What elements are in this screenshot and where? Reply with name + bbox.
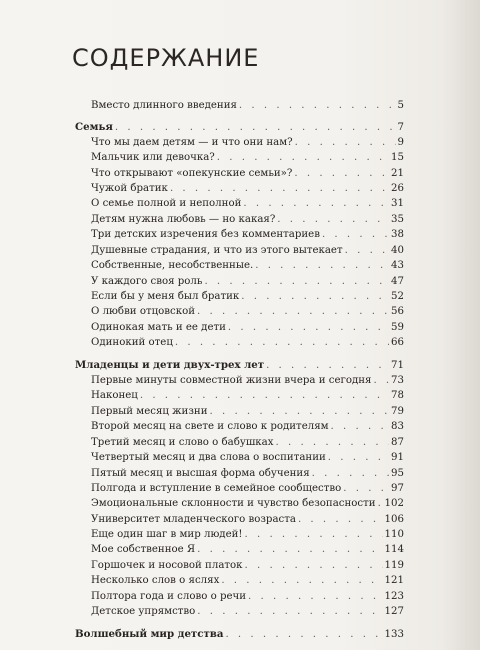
toc-entry xyxy=(91,275,404,288)
toc-entry-page: 31 xyxy=(391,198,404,209)
toc-entry-page: 5 xyxy=(397,100,404,111)
toc-entry xyxy=(91,389,404,402)
toc-entry xyxy=(91,513,404,526)
toc-entry-title: Эмоциональные склонности и чувство безопасности xyxy=(91,498,376,509)
dot-leader xyxy=(295,136,396,149)
toc-entry-page: 79 xyxy=(391,406,404,417)
toc-entry-page: 43 xyxy=(391,260,404,271)
toc-entry xyxy=(91,244,404,257)
toc-entry-title: Одинокий отец xyxy=(91,337,173,348)
toc-entry-title: Полгода и вступление в семейное сообщество xyxy=(91,483,342,494)
toc-entry xyxy=(91,305,404,318)
toc-entry xyxy=(91,151,404,164)
toc-entry-title: У каждого своя роль xyxy=(91,276,203,287)
toc-entry-page: 121 xyxy=(384,575,404,586)
dot-leader xyxy=(243,197,389,210)
toc-entry-title: Мое собственное Я xyxy=(91,544,196,555)
toc-entry-title: Полтора года и слово о речи xyxy=(91,591,247,602)
dot-leader xyxy=(343,482,389,495)
toc-entry xyxy=(91,590,404,603)
dot-leader xyxy=(209,405,389,418)
toc-entry-title: Наконец xyxy=(91,390,138,401)
toc-entry xyxy=(91,136,404,149)
toc-entry-page: 102 xyxy=(384,498,404,509)
toc-entry xyxy=(91,405,404,418)
toc-entry-title: Одинокая мать и ее дети xyxy=(91,322,226,333)
toc-entry-page: 26 xyxy=(391,183,404,194)
toc-entry xyxy=(91,228,404,241)
toc-entry-title: Младенцы и дети двух-трех лет xyxy=(75,359,265,371)
toc-entry xyxy=(91,290,404,303)
toc-entry xyxy=(91,482,404,495)
toc-entry xyxy=(91,497,404,510)
toc-entry-title: Волшебный мир детства xyxy=(75,628,224,640)
toc-entry-page: 133 xyxy=(384,629,404,640)
toc-entry-title: Что мы даем детям — и что они нам? xyxy=(91,137,293,148)
toc-section xyxy=(75,359,404,372)
toc-entry-title: Детям нужна любовь — но какая? xyxy=(91,214,276,225)
toc-entry-page: 110 xyxy=(384,529,404,540)
dot-leader xyxy=(276,436,390,449)
dot-leader xyxy=(328,451,389,464)
dot-leader xyxy=(221,574,382,587)
toc-entry-page: 38 xyxy=(391,229,404,240)
dot-leader xyxy=(197,305,389,318)
dot-leader xyxy=(241,290,389,303)
toc-entry-page: 78 xyxy=(391,390,404,401)
toc-entry-title: Что открывают «опекунские семьи»? xyxy=(91,168,293,179)
dot-leader xyxy=(312,467,389,480)
toc-entry xyxy=(91,605,404,618)
toc-entry-title: Университет младенческого возраста xyxy=(91,514,296,525)
dot-leader xyxy=(322,228,389,241)
toc-entry xyxy=(91,467,404,480)
toc-entry-title: Семья xyxy=(75,121,113,133)
toc-entry-page: 114 xyxy=(384,544,404,555)
toc-entry-page: 106 xyxy=(384,514,404,525)
toc-entry-page: 71 xyxy=(391,360,404,371)
toc-entry-page: 119 xyxy=(384,560,404,571)
toc-entry-title: О любви отцовской xyxy=(91,306,196,317)
dot-leader xyxy=(245,559,383,572)
dot-leader xyxy=(228,321,389,334)
toc-entry-title: Если бы у меня был братик xyxy=(91,291,240,302)
toc-entry-title: О семье полной и неполной xyxy=(91,198,242,209)
page-title: СОДЕРЖАНИЕ xyxy=(72,44,260,72)
dot-leader xyxy=(239,99,396,112)
dot-leader xyxy=(298,513,383,526)
dot-leader xyxy=(373,374,389,387)
dot-leader xyxy=(140,389,389,402)
toc-entry xyxy=(91,99,404,112)
dot-leader xyxy=(197,543,382,556)
dot-leader xyxy=(175,336,389,349)
dot-leader xyxy=(225,628,382,641)
toc-entry xyxy=(91,543,404,556)
toc-section xyxy=(75,121,404,134)
toc-entry xyxy=(91,167,404,180)
toc-entry xyxy=(91,574,404,587)
toc-entry-page: 52 xyxy=(391,291,404,302)
toc-entry-title: Три детских изречения без комментариев xyxy=(91,229,320,240)
toc-entry-title: Несколько слов о яслях xyxy=(91,575,220,586)
toc-entry-page: 83 xyxy=(391,421,404,432)
toc-entry-page: 73 xyxy=(391,375,404,386)
toc-entry-page: 47 xyxy=(391,276,404,287)
toc-entry-title: Собственные, несобственные. xyxy=(91,260,254,271)
toc-entry-page: 91 xyxy=(391,452,404,463)
dot-leader xyxy=(248,590,383,603)
toc-entry xyxy=(91,259,404,272)
toc-entry-title: Четвертый месяц и два слова о воспитании xyxy=(91,452,326,463)
dot-leader xyxy=(331,420,389,433)
toc-entry-title: Чужой братик xyxy=(91,183,168,194)
toc-entry-page: 15 xyxy=(391,152,404,163)
toc-entry-page: 21 xyxy=(391,168,404,179)
toc-entry-title: Горшочек и носовой платок xyxy=(91,560,243,571)
toc-entry-page: 35 xyxy=(391,214,404,225)
toc-entry-page: 7 xyxy=(397,122,404,133)
dot-leader xyxy=(266,359,389,372)
toc-entry-title: Вместо длинного введения xyxy=(91,100,237,111)
dot-leader xyxy=(115,121,396,134)
dot-leader xyxy=(277,213,389,226)
toc-entry-page: 97 xyxy=(391,483,404,494)
dot-leader xyxy=(245,528,383,541)
toc-entry-title: Первый месяц жизни xyxy=(91,406,208,417)
toc-entry xyxy=(91,451,404,464)
toc-entry xyxy=(91,336,404,349)
toc-entry-page: 95 xyxy=(391,468,404,479)
dot-leader xyxy=(217,151,389,164)
toc-entry-title: Третий месяц и слово о бабушках xyxy=(91,437,274,448)
toc-entry xyxy=(91,528,404,541)
dot-leader xyxy=(204,275,389,288)
dot-leader xyxy=(170,182,389,195)
toc-entry xyxy=(91,213,404,226)
toc-entry xyxy=(91,182,404,195)
toc-entry-page: 9 xyxy=(397,137,404,148)
toc-entry xyxy=(91,420,404,433)
dot-leader xyxy=(255,259,389,272)
toc-entry-page: 123 xyxy=(384,591,404,602)
toc-entry-page: 66 xyxy=(391,337,404,348)
toc-entry-title: Мальчик или девочка? xyxy=(91,152,215,163)
toc-section xyxy=(75,628,404,641)
toc-entry-title: Еще один шаг в мир людей! xyxy=(91,529,243,540)
toc-entry-page: 59 xyxy=(391,322,404,333)
toc-entry xyxy=(91,436,404,449)
toc-entry-title: Первые минуты совместной жизни вчера и сегодня xyxy=(91,375,372,386)
dot-leader xyxy=(345,244,389,257)
toc-entry-page: 56 xyxy=(391,306,404,317)
toc-entry-title: Душевные страдания, и что из этого вытекает xyxy=(91,245,343,256)
toc-entry-page: 127 xyxy=(384,606,404,617)
toc-entry-page: 40 xyxy=(391,245,404,256)
toc-entry-title: Второй месяц на свете и слово к родителям xyxy=(91,421,329,432)
dot-leader xyxy=(378,497,383,510)
toc-entry-page: 87 xyxy=(391,437,404,448)
dot-leader xyxy=(197,605,382,618)
toc-entry-title: Детское упрямство xyxy=(91,606,196,617)
dot-leader xyxy=(294,167,389,180)
toc-entry xyxy=(91,559,404,572)
toc-entry xyxy=(91,321,404,334)
toc-entry xyxy=(91,374,404,387)
toc-entry-title: Пятый месяц и высшая форма обучения xyxy=(91,468,310,479)
toc-entry xyxy=(91,197,404,210)
